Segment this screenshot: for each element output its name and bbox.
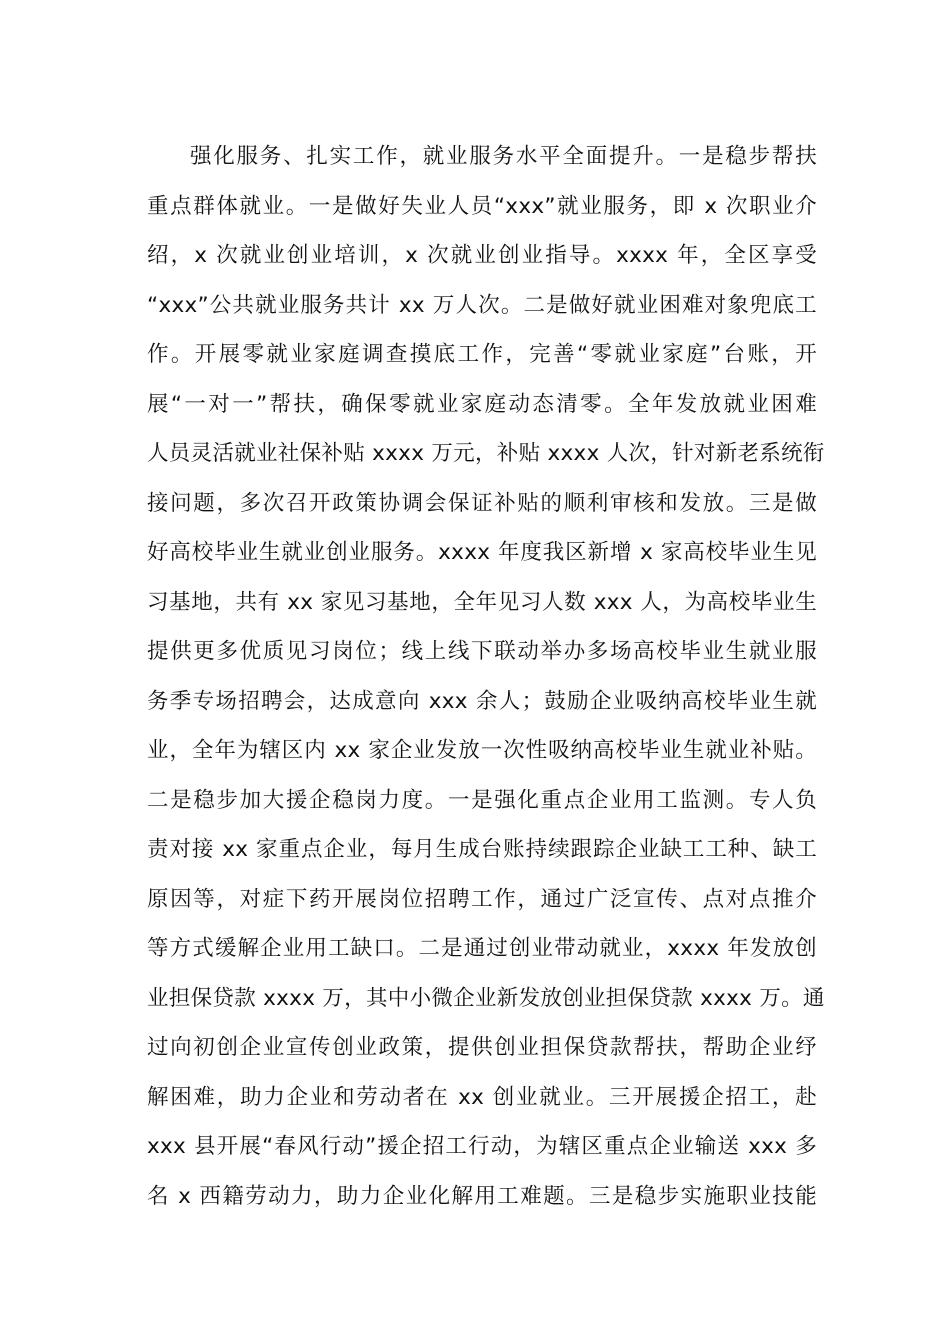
- text-line: “xxx”公共就业服务共计 xx 万人次。二是做好就业困难对象兜底工: [147, 292, 817, 318]
- text-line: 提供更多优质见习岗位；线上线下联动举办多场高校毕业生就业服: [147, 639, 817, 664]
- text-line: 作。开展零就业家庭调查摸底工作，完善“零就业家庭”台账，开: [147, 342, 817, 367]
- text-line: 习基地，共有 xx 家见习基地，全年见习人数 xxx 人，为高校毕业生: [147, 589, 817, 615]
- text-line: 绍，x 次就业创业培训，x 次就业创业指导。xxxx 年，全区享受: [147, 243, 817, 268]
- text-line: 业，全年为辖区内 xx 家企业发放一次性吸纳高校毕业生就业补贴。: [147, 738, 817, 763]
- text-line: 名 x 西籍劳动力，助力企业化解用工难题。三是稳步实施职业技能: [147, 1183, 817, 1209]
- text-line: 重点群体就业。一是做好失业人员“xxx”就业服务，即 x 次职业介: [147, 193, 817, 219]
- text-line: 二是稳步加大援企稳岗力度。一是强化重点企业用工监测。专人负: [147, 787, 817, 813]
- text-line: 展“一对一”帮扶，确保零就业家庭动态清零。全年发放就业困难: [147, 391, 817, 417]
- text-line: 接问题，多次召开政策协调会保证补贴的顺利审核和发放。三是做: [147, 490, 817, 516]
- body-paragraph: [147, 132, 825, 1221]
- text-line: 解困难，助力企业和劳动者在 xx 创业就业。三开展援企招工，赴: [147, 1084, 817, 1110]
- text-line: 等方式缓解企业用工缺口。二是通过创业带动就业，xxxx 年发放创: [147, 936, 817, 961]
- text-line: 业担保贷款 xxxx 万，其中小微企业新发放创业担保贷款 xxxx 万。通: [147, 985, 825, 1011]
- text-line: 务季专场招聘会，达成意向 xxx 余人；鼓励企业吸纳高校毕业生就: [147, 688, 817, 714]
- text-line: xxx 县开展“春风行动”援企招工行动，为辖区重点企业输送 xxx 多: [147, 1134, 817, 1159]
- text-line: 人员灵活就业社保补贴 xxxx 万元，补贴 xxxx 人次，针对新老系统衔: [147, 441, 825, 466]
- text-line: 强化服务、扎实工作，就业服务水平全面提升。一是稳步帮扶: [190, 144, 817, 169]
- text-line: 原因等，对症下药开展岗位招聘工作，通过广泛宣传、点对点推介: [147, 886, 817, 912]
- text-line: 责对接 xx 家重点企业，每月生成台账持续跟踪企业缺工工种、缺工: [147, 837, 817, 862]
- text-line: 好高校毕业生就业创业服务。xxxx 年度我区新增 x 家高校毕业生见: [147, 540, 817, 565]
- text-line: 过向初创企业宣传创业政策，提供创业担保贷款帮扶，帮助企业纾: [147, 1035, 817, 1060]
